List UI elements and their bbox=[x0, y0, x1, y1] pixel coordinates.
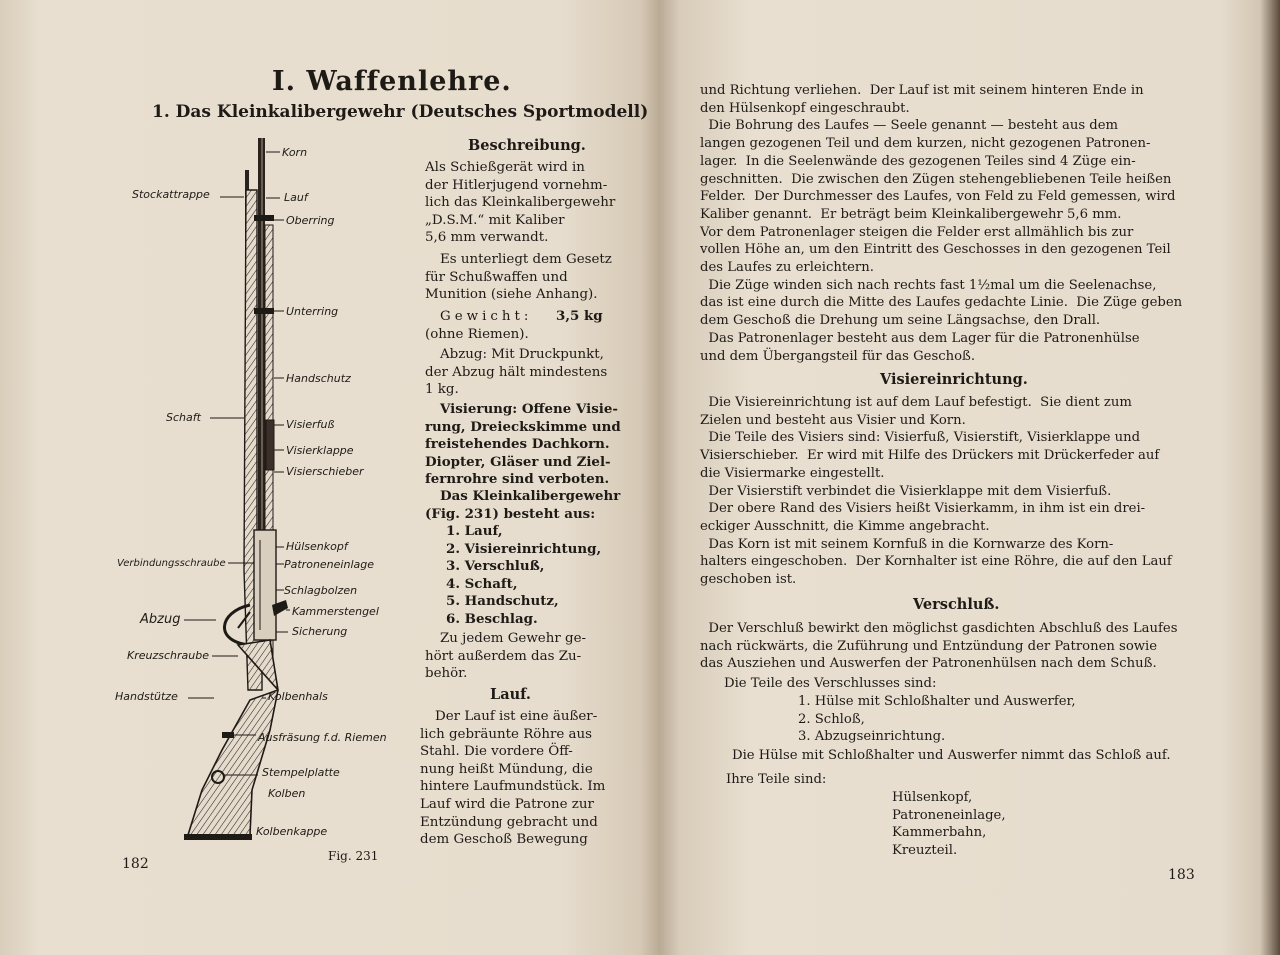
column-text-g bbox=[420, 708, 610, 849]
label-schlagbolzen: Schlagbolzen bbox=[284, 584, 358, 597]
label-kreuzschraube: Kreuzschraube bbox=[127, 649, 209, 662]
page-number: 183 bbox=[1168, 867, 1195, 883]
text-line: Als Schießgerät wird in bbox=[425, 160, 585, 175]
label-kolbenkappe: Kolbenkappe bbox=[256, 825, 328, 838]
body-text-c bbox=[700, 620, 1230, 673]
list-item: 3. Abzugseinrichtung. bbox=[798, 729, 946, 745]
column-text-f bbox=[425, 630, 610, 683]
text-line: der Abzug hält mindestens bbox=[425, 364, 608, 380]
page-number: 182 bbox=[122, 856, 149, 872]
body-text-a bbox=[700, 82, 1230, 365]
text-line: lager. In die Seelenwände des gezogenen Teiles sind 4 Züge ein- bbox=[700, 153, 1136, 169]
list-item: 3. Verschluß, bbox=[446, 558, 545, 575]
text-line: „D.S.M.“ mit Kaliber bbox=[425, 212, 565, 228]
section-subtitle: 1. Das Kleinkalibergewehr (Deutsches Sportmodell) bbox=[152, 102, 649, 122]
text-line: des Laufes zu erleichtern. bbox=[700, 260, 874, 276]
text-line: Das Korn ist mit seinem Kornfuß in die Kornwarze des Korn- bbox=[700, 536, 1114, 552]
text-line: 5,6 mm verwandt. bbox=[425, 230, 549, 246]
gewicht-note: (ohne Riemen). bbox=[425, 327, 529, 342]
text-line: für Schußwaffen und bbox=[425, 269, 568, 285]
text-line: dem Geschoß die Drehung um seine Längsachse, den Drall. bbox=[700, 313, 1101, 329]
label-visierklappe: Visierklappe bbox=[286, 444, 354, 457]
list-item: Hülsenkopf, bbox=[892, 790, 973, 805]
text-line: rung, Dreieckskimme und bbox=[425, 418, 621, 435]
text-line: geschoben ist. bbox=[700, 572, 797, 588]
heading-visiereinrichtung: Visiereinrichtung. bbox=[880, 371, 1028, 388]
text-line: Die Teile des Visiers sind: Visierfuß, Visierstift, Visierklappe und bbox=[700, 430, 1141, 446]
text-line: Das Kleinkalibergewehr bbox=[440, 488, 621, 504]
text-line: behör. bbox=[425, 666, 468, 682]
text-line: vollen Höhe an, um den Eintritt des Geschosses in den gezogenen Teil bbox=[700, 242, 1171, 258]
label-handstuetze: Handstütze bbox=[115, 690, 178, 703]
column-text-c bbox=[425, 346, 610, 399]
text-line: Es unterliegt dem Gesetz bbox=[440, 252, 612, 267]
label-patroneneinlage: Patroneneinlage bbox=[284, 558, 374, 571]
label-kolbenhals: Kolbenhals bbox=[268, 690, 328, 703]
label-abzug: Abzug bbox=[140, 612, 181, 627]
label-lauf: Lauf bbox=[284, 191, 308, 204]
list-item: 5. Handschutz, bbox=[446, 593, 559, 610]
label-sicherung: Sicherung bbox=[292, 625, 348, 638]
label-unterring: Unterring bbox=[286, 305, 339, 318]
text-line: Die Züge winden sich nach rechts fast 1½mal um die Seelenachse, bbox=[700, 277, 1157, 293]
text-line: Der obere Rand des Visiers heißt Visierkamm, in ihm ist ein drei- bbox=[700, 501, 1146, 517]
label-oberring: Oberring bbox=[286, 214, 335, 227]
list-item: 1. Lauf, bbox=[446, 523, 503, 539]
text-line: hört außerdem das Zu- bbox=[425, 648, 582, 664]
text-line: Das Patronenlager besteht aus dem Lager für die Patronenhülse bbox=[700, 330, 1140, 346]
text-line: Visierschieber. Er wird mit Hilfe des Drückers mit Drückerfeder auf bbox=[700, 448, 1160, 464]
text-line: Der Lauf ist eine äußer- bbox=[435, 709, 598, 724]
text-line: Abzug: Mit Druckpunkt, bbox=[440, 347, 604, 362]
text-line: das Ausziehen und Auswerfen der Patronenhülsen nach dem Schuß. bbox=[700, 656, 1157, 672]
parts-list bbox=[446, 523, 606, 629]
label-huelsenkopf: Hülsenkopf bbox=[286, 540, 348, 553]
text-line: und dem Übergangsteil für das Geschoß. bbox=[700, 348, 976, 364]
text-line: halters eingeschoben. Der Kornhalter ist eine Röhre, die auf den Lauf bbox=[700, 554, 1172, 570]
text-line: Lauf wird die Patrone zur bbox=[420, 796, 594, 812]
text-line: Diopter, Gläser und Ziel- bbox=[425, 453, 611, 470]
label-kolben: Kolben bbox=[268, 787, 306, 800]
label-korn: Korn bbox=[282, 146, 308, 159]
text-line: Zu jedem Gewehr ge- bbox=[440, 631, 587, 646]
label-stockattrappe: Stockattrappe bbox=[132, 188, 210, 201]
figure-caption: Fig. 231 bbox=[328, 849, 379, 863]
text-line: geschnitten. Die zwischen den Zügen stehengebliebenen Teile heißen bbox=[700, 171, 1172, 187]
right-page bbox=[660, 0, 1280, 955]
column-text-d bbox=[425, 401, 621, 489]
text-line: Vor dem Patronenlager steigen die Felder erst allmählich bis zur bbox=[700, 224, 1134, 240]
label-visierschieber: Visierschieber bbox=[286, 465, 364, 478]
label-stempelplatte: Stempelplatte bbox=[262, 766, 340, 779]
verschluss-list bbox=[798, 693, 1198, 746]
text-line: 1 kg. bbox=[425, 382, 459, 398]
label-schaft: Schaft bbox=[166, 411, 201, 424]
column-text-e bbox=[425, 488, 621, 523]
text-line: freistehendes Dachkorn. bbox=[425, 436, 610, 453]
heading-beschreibung: Beschreibung. bbox=[468, 137, 586, 154]
label-handschutz: Handschutz bbox=[286, 372, 351, 385]
text-line: der Hitlerjugend vornehm- bbox=[425, 177, 608, 193]
list-item: 4. Schaft, bbox=[446, 575, 518, 592]
text-line: dem Geschoß Bewegung bbox=[420, 832, 588, 848]
text-line: fernrohre sind verboten. bbox=[425, 471, 610, 488]
text-line: (Fig. 231) besteht aus: bbox=[425, 505, 596, 522]
heading-verschluss: Verschluß. bbox=[913, 596, 1000, 613]
text-line: die Visiermarke eingestellt. bbox=[700, 465, 885, 481]
list-item: 6. Beschlag. bbox=[446, 610, 538, 627]
gewicht-value: 3,5 kg bbox=[556, 308, 603, 324]
label-ausfraesung: Ausfräsung f.d. Riemen bbox=[258, 731, 387, 744]
list-item: Kammerbahn, bbox=[892, 825, 987, 841]
label-kammerstengel: Kammerstengel bbox=[292, 605, 379, 618]
label-verbindungsschraube: Verbindungsschraube bbox=[117, 558, 226, 569]
text-line: lich das Kleinkalibergewehr bbox=[425, 195, 616, 211]
label-visierfuss: Visierfuß bbox=[286, 418, 335, 431]
text-line: den Hülsenkopf eingeschraubt. bbox=[700, 100, 910, 116]
ihre-teile-line: Ihre Teile sind: bbox=[726, 772, 827, 787]
column-text-a bbox=[425, 159, 616, 247]
text-line: und Richtung verliehen. Der Lauf ist mit seinem hinteren Ende in bbox=[700, 83, 1144, 98]
list-item: 1. Hülse mit Schloßhalter und Auswerfer, bbox=[798, 694, 1076, 709]
text-line: das ist eine durch die Mitte des Laufes gedachte Linie. Die Züge geben bbox=[700, 295, 1183, 311]
text-line: Entzündung gebracht und bbox=[420, 814, 598, 830]
teile-intro: Die Teile des Verschlusses sind: bbox=[724, 676, 937, 691]
text-line: Der Verschluß bewirkt den möglichst gasdichten Abschluß des Laufes bbox=[700, 621, 1178, 636]
page-title: I. Waffenlehre. bbox=[272, 66, 512, 97]
gewicht-label: Gewicht: bbox=[440, 309, 533, 324]
column-text-b bbox=[425, 251, 610, 304]
text-line: langen gezogenen Teil und dem kurzen, nicht gezogenen Patronen- bbox=[700, 136, 1151, 152]
text-line: Stahl. Die vordere Öff- bbox=[420, 744, 573, 760]
text-line: lich gebräunte Röhre aus bbox=[420, 726, 593, 742]
list-item: 2. Schloß, bbox=[798, 711, 865, 727]
text-line: nung heißt Mündung, die bbox=[420, 761, 593, 777]
text-line: Kaliber genannt. Er beträgt beim Kleinkalibergewehr 5,6 mm. bbox=[700, 206, 1122, 222]
list-item: 2. Visiereinrichtung, bbox=[446, 540, 602, 557]
text-line: Felder. Der Durchmesser des Laufes, von Feld zu Feld gemessen, wird bbox=[700, 189, 1176, 205]
text-line: Visierung: Offene Visie- bbox=[440, 401, 618, 417]
text-line: Die Visiereinrichtung ist auf dem Lauf befestigt. Sie dient zum bbox=[700, 395, 1132, 410]
text-line: hintere Laufmundstück. Im bbox=[420, 779, 606, 795]
body-text-b bbox=[700, 394, 1230, 589]
text-line: Zielen und besteht aus Visier und Korn. bbox=[700, 412, 966, 428]
text-line: Der Visierstift verbindet die Visierklappe mit dem Visierfuß. bbox=[700, 483, 1112, 499]
heading-lauf: Lauf. bbox=[490, 686, 531, 703]
text-line: Munition (siehe Anhang). bbox=[425, 287, 598, 303]
text-line: Die Bohrung des Laufes — Seele genannt — besteht aus dem bbox=[700, 118, 1119, 134]
final-list bbox=[892, 789, 1092, 860]
list-item: Patroneneinlage, bbox=[892, 807, 1006, 823]
text-line: eckiger Ausschnitt, die Kimme angebracht. bbox=[700, 518, 990, 534]
text-line: nach rückwärts, die Zuführung und Entzündung der Patronen sowie bbox=[700, 638, 1158, 654]
huelse-line: Die Hülse mit Schloßhalter und Auswerfer nimmt das Schloß auf. bbox=[732, 748, 1171, 763]
list-item: Kreuzteil. bbox=[892, 843, 958, 859]
